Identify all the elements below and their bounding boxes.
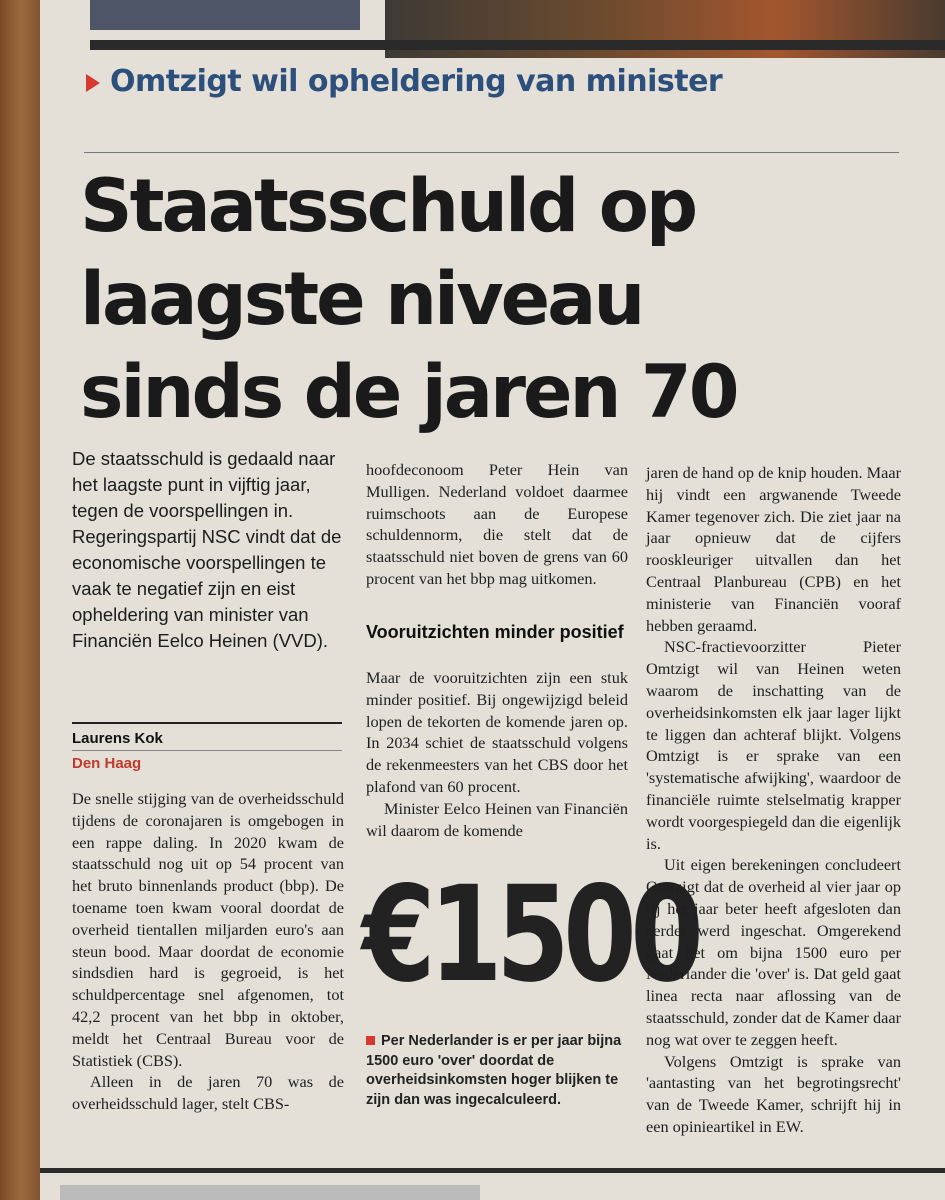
callout-caption — [366, 1032, 632, 1110]
headline-line-1: Staatsschuld op — [80, 164, 696, 249]
column-2-paragraph-3: Minister Eelco Heinen van Financiën wil daarom de komende — [366, 798, 628, 840]
dateline-place: Den Haag — [72, 755, 142, 772]
headline-line-2: laagste niveau — [80, 257, 643, 342]
bottom-rule — [40, 1168, 945, 1173]
column-3-paragraph-2: NSC-fractievoorzitter Pieter Omtzigt wil van Heinen weten waarom de inschatting van de overheidsinkomsten elk jaar lager lijkt te liggen dan achteraf blijkt. Volgens Omtzigt is er sprake van een 'systematische afwijking', waardoor de financiële ruimte stelselmatig krapper wordt voorgespiegeld dan die eigenlijk is. — [646, 637, 901, 853]
callout-caption-text: Per Nederlander is er per jaar bijna 1500 euro 'over' doordat de overheidsinkomsten hoger blijken te zijn dan was ingecalculeerd. — [366, 1033, 622, 1108]
column-2-paragraph-2: Maar de vooruitzichten zijn een stuk minder positief. Bij ongewijzigd beleid lopen de tekorten de komende jaren op. In 2034 schiet de staatsschuld volgens de rekenmeesters van het CBS door het plafond van 60 procent. — [366, 668, 628, 796]
column-1-paragraph-1: De snelle stijging van de overheidsschuld tijdens de coronajaren is omgebogen in een rappe daling. In 2020 kwam de staatsschuld nog uit op 54 procent van het bruto binnenlands product (bbp). De toename toen kwam vooral doordat de overheid tientallen miljarden euro's aan steun bood. Maar doordat de economie sindsdien hard is gegroeid, is het schuldpercentage snel afgenomen, tot 42,2 procent van het bbp in oktober, meldt het Centraal Bureau voor de Statistiek (CBS). — [72, 789, 344, 1070]
photo-strip-left — [90, 0, 360, 30]
byline-divider — [72, 750, 342, 751]
kicker-arrow-icon — [86, 74, 100, 92]
byline-rule — [72, 722, 342, 724]
caption-square-icon — [366, 1036, 375, 1045]
lead-paragraph: De staatsschuld is gedaald naar het laagste punt in vijftig jaar, tegen de voorspellingen in. Regeringspartij NSC vindt dat de economische voorspellingen te vaak te negatief zijn en eist opheldering van minister van Financiën Eelco Heinen (VVD). — [72, 448, 342, 651]
kicker: Omtzigt wil opheldering van minister — [110, 64, 723, 99]
callout-number: €1500 — [362, 858, 698, 1012]
column-1-paragraph-2: Alleen in de jaren 70 was de overheidsschuld lager, stelt CBS- — [72, 1072, 344, 1114]
column-1 — [72, 788, 344, 1115]
column-2-top — [366, 459, 628, 590]
column-3-paragraph-4: Volgens Omtzigt is sprake van 'aantasting van het begrotingsrecht' van de Tweede Kamer, schrijft hij in een opinieartikel in EW. — [646, 1051, 901, 1136]
column-3 — [646, 462, 901, 1138]
top-rule — [90, 40, 945, 50]
column-3-paragraph-1: jaren de hand op de knip houden. Maar hij vindt een argwanende Tweede Kamer tegenover zich. Die ziet jaar na jaar opnieuw dat de cijfers rooskleuriger uitvallen dan het Centraal Planbureau (CPB) en het ministerie van Financiën vooraf hebben geraamd. — [646, 463, 901, 635]
headline-line-3: sinds de jaren 70 — [80, 350, 737, 435]
column-2-bottom — [366, 667, 628, 841]
column-3-paragraph-3: Uit eigen berekeningen concludeert Omtzigt dat de overheid al vier jaar op rij het jaar beter heeft afgesloten dan eerder werd ingeschat. Omgerekend gaat het om bijna 1500 euro per Nederlander die 'over' is. Dat geld gaat linea recta naar aflossing van de staatsschuld, zonder dat de Kamer daar nog wat over te zeggen heeft. — [646, 855, 901, 1049]
footer-strip — [60, 1185, 480, 1200]
headline — [80, 160, 900, 439]
author: Laurens Kok — [72, 730, 163, 747]
column-2-paragraph-1: hoofdeconoom Peter Hein van Mulligen. Nederland voldoet daarmee ruimschoots aan de Europese schuldennorm, die stelt dat de staatsschuld niet boven de grens van 60 procent van het bbp mag uitkomen. — [366, 460, 628, 588]
kicker-rule — [84, 152, 899, 153]
subheading: Vooruitzichten minder positief — [366, 622, 624, 642]
